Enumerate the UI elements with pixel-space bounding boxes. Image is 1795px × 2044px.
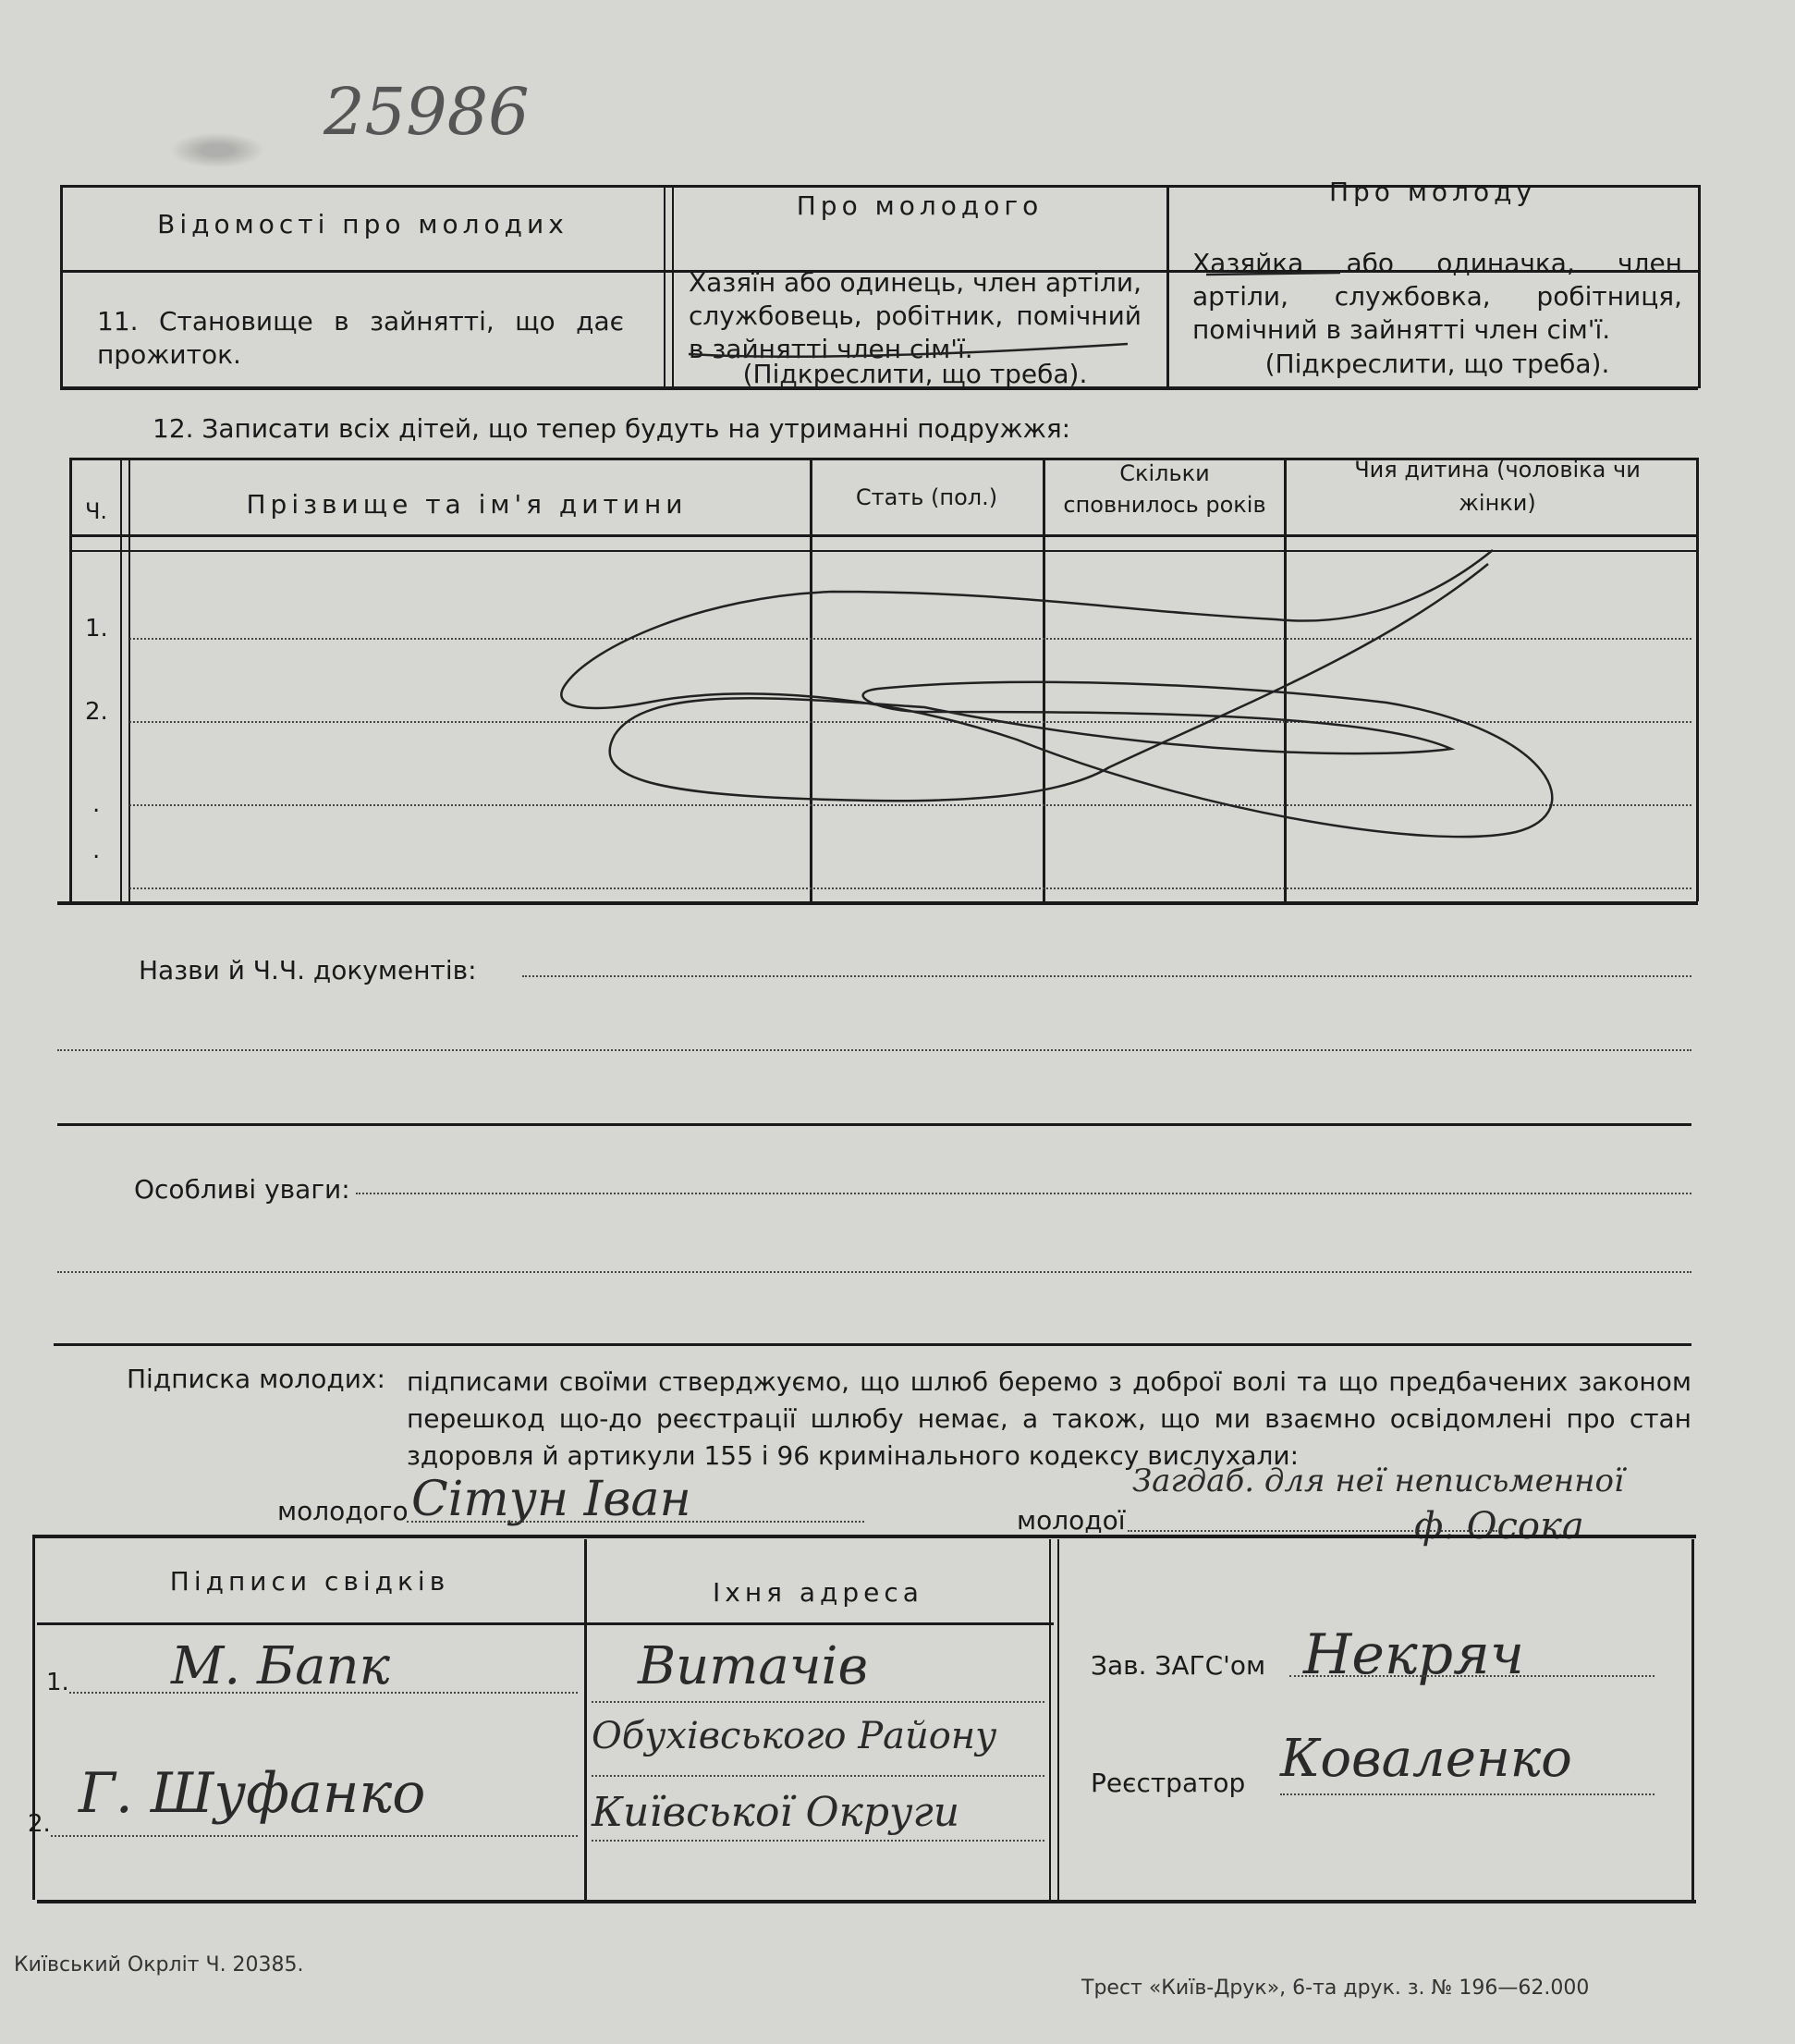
cancel-flourish (0, 0, 1795, 924)
bride-signature-line1: Загдаб. для неї неписьменної (1132, 1463, 1624, 1499)
witness-address-line3: Київської Округи (592, 1789, 960, 1836)
col-age: Скільки сповнилось років (1063, 460, 1266, 518)
witness-1-signature: М. Бапк (171, 1636, 390, 1696)
witness-2-address: Обухівського Району (592, 1715, 997, 1757)
registrar-signature: Коваленко (1280, 1729, 1572, 1789)
bride-signature-line2: ф. Осока (1414, 1505, 1584, 1548)
footer-censor: Київський Окрліт Ч. 20385. (14, 1953, 304, 1977)
documents-label: Назви й Ч.Ч. документів: (139, 955, 477, 985)
header-bride: Про молоду (1328, 177, 1537, 207)
witness-1-address: Витачів (638, 1636, 869, 1696)
footer-printer: Трест «Київ-Друк», 6-та друк. з. № 196—62.000 (1081, 1977, 1590, 2000)
head-label: Зав. ЗАГС'ом (1091, 1650, 1266, 1681)
remarks-label: Особливі уваги: (134, 1174, 350, 1205)
archive-number: 25986 (324, 74, 530, 150)
col-number: Ч. (84, 498, 108, 524)
witness-1-num: 1. (46, 1669, 69, 1696)
declaration-text: підписами своїми стверджуємо, що шлюб беремо з доброї волі та що предбачених законом перешкод що-до реєстрації шлюбу немає, а також, що ми взаємно освідомлені про стан здоровля й артикули 155 і 96 кримінального кодексу вислухали: (407, 1366, 1691, 1471)
col-sex: Стать (пол.) (855, 484, 998, 510)
bride-sign-label: молодої (1017, 1505, 1126, 1536)
groom-occupation: Хазяїн або одинець, член артіли, службовець, робітник, помічний в зайнятті член сім'ї. (689, 267, 1142, 364)
col-whose-child: Чия дитина (чоловіка чи жінки) (1354, 457, 1641, 516)
header-witness-signatures: Підписи свідків (169, 1566, 450, 1597)
groom-sign-label: молодого (277, 1496, 409, 1526)
row-occupation-label: 11. Становище в зайнятті, що дає прожиток. (97, 306, 624, 370)
groom-note: (Підкреслити, що треба). (742, 359, 1088, 389)
groom-signature: Сітун Іван (411, 1472, 691, 1527)
child-row-num-2: 2. (85, 698, 108, 726)
children-title: 12. Записати всіх дітей, що тепер будуть на утриманні подружжя: (153, 413, 1071, 444)
bride-occupation: Хазяйка або одиначка, член артіли, службовка, робітниця, помічний в зайнятті член сім'ї. (1192, 248, 1682, 345)
child-row-num-4: . (92, 837, 101, 864)
declaration-label: Підписка молодих: (127, 1364, 385, 1394)
bride-note: (Підкреслити, що треба). (1264, 349, 1610, 379)
header-witness-address: Іхня адреса (713, 1577, 923, 1608)
header-groom: Про молодого (796, 190, 1044, 221)
header-info: Відомості про молодих (157, 209, 568, 239)
witness-2-signature: Г. Шуфанко (79, 1761, 426, 1826)
registrar-label: Реєстратор (1091, 1768, 1246, 1798)
child-row-num-1: 1. (85, 615, 108, 643)
child-row-num-3: . (92, 790, 101, 818)
head-signature: Некряч (1303, 1622, 1525, 1687)
col-child-name: Прізвище та ім'я дитини (246, 489, 688, 520)
witness-2-num: 2. (28, 1810, 51, 1838)
